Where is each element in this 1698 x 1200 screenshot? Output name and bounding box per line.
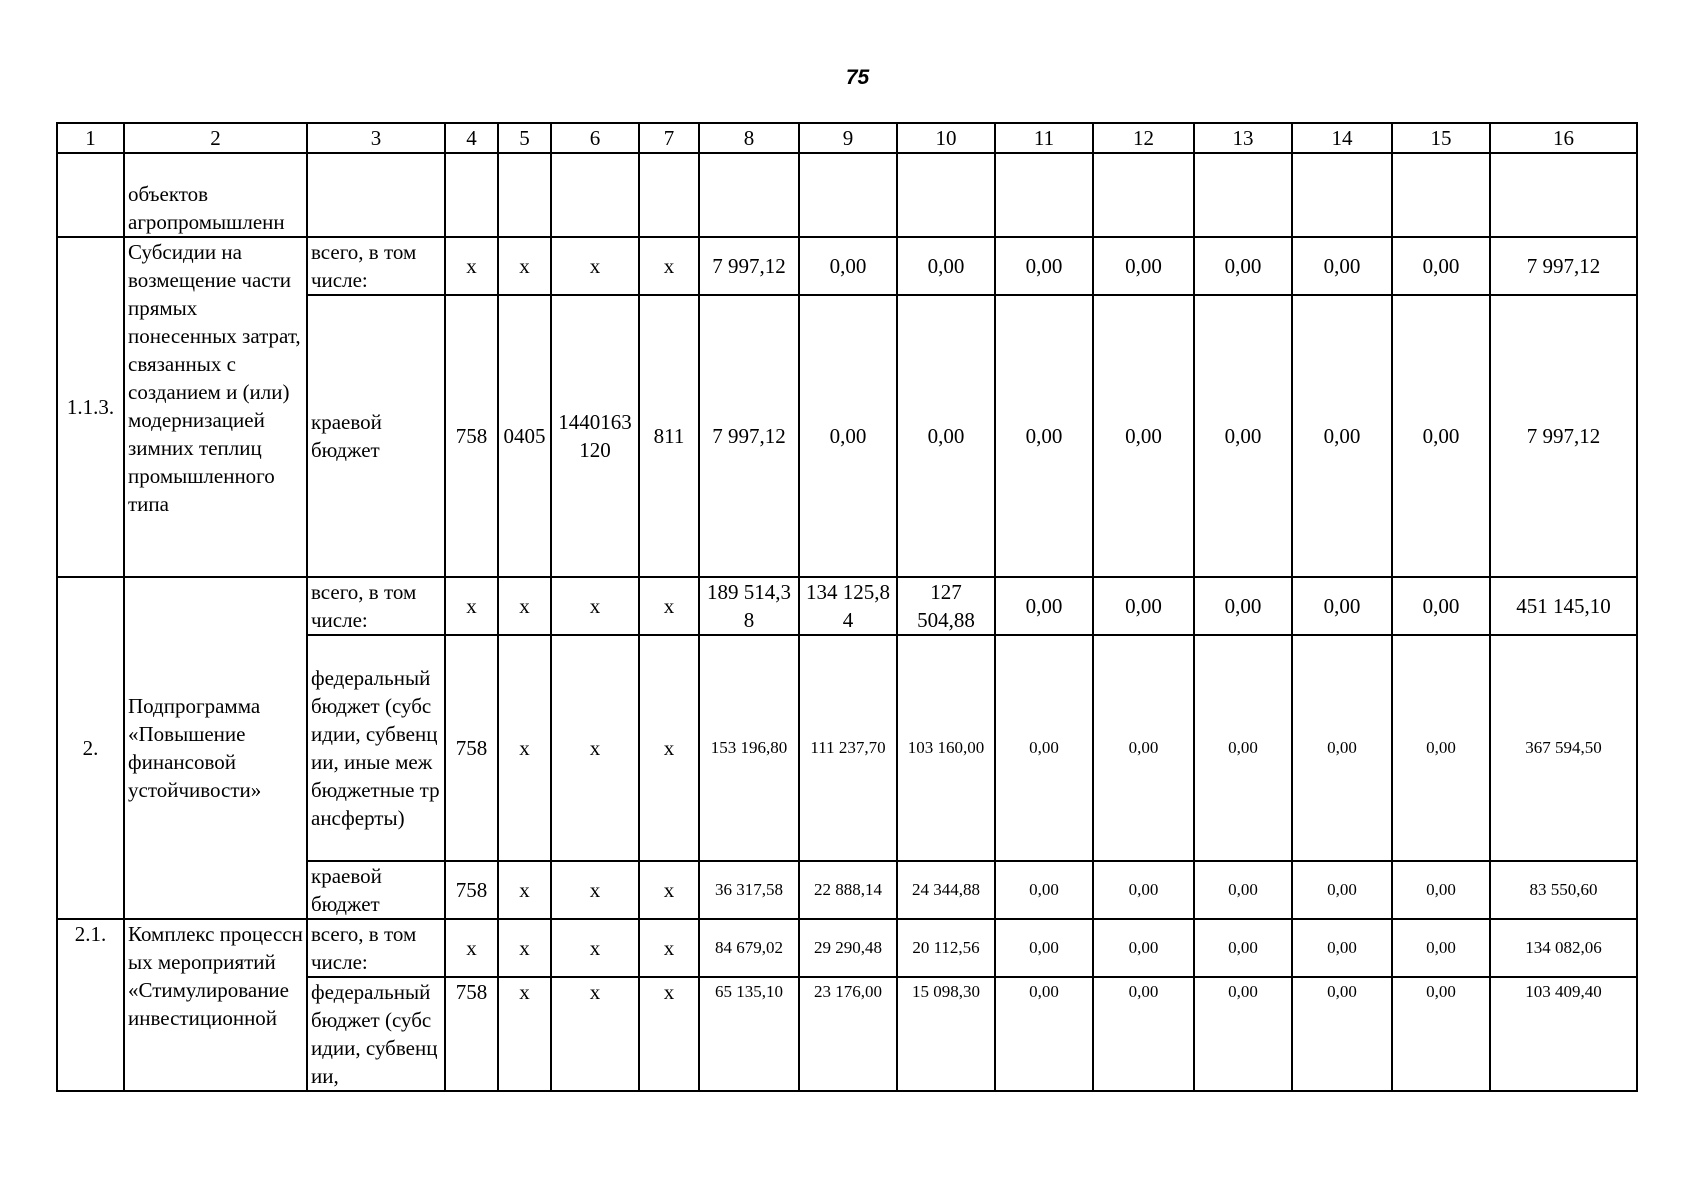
value-cell: 0,00 [1292,861,1392,919]
table-row [57,153,1637,237]
cell-c6: х [551,237,639,295]
value-cell: 0,00 [1194,577,1292,635]
value-cell: 0,00 [995,577,1093,635]
cell-c6: 1440163120 [551,295,639,577]
value-cell: 0,00 [1093,919,1194,977]
column-header: 4 [445,123,498,153]
value-cell: 0,00 [1392,635,1490,861]
cell [995,153,1093,237]
column-header: 7 [639,123,699,153]
value-cell: 0,00 [1292,919,1392,977]
value-cell: 0,00 [1292,295,1392,577]
cell-c5: х [498,919,551,977]
cell-c4: х [445,577,498,635]
cell [897,153,995,237]
value-cell: 24 344,88 [897,861,995,919]
funding-source: всего, в том числе: [307,577,445,635]
value-cell: 134 125,84 [799,577,897,635]
cell-c7: х [639,635,699,861]
value-cell: 153 196,80 [699,635,799,861]
cell-c5: х [498,861,551,919]
value-cell: 22 888,14 [799,861,897,919]
value-cell: 0,00 [1392,977,1490,1091]
column-header: 2 [124,123,307,153]
cell [498,153,551,237]
value-cell: 103 160,00 [897,635,995,861]
cell [1292,153,1392,237]
cell-c6: х [551,577,639,635]
value-cell: 0,00 [1194,237,1292,295]
value-cell: 0,00 [1392,861,1490,919]
row-name: Субсидии на возмещение части прямых понесенных затрат, связанных с созданием и (или) модернизацией зимних теплиц промышленного типа [124,237,307,577]
column-header: 11 [995,123,1093,153]
cell [1093,153,1194,237]
cell-c6: х [551,977,639,1091]
cell-c4: 758 [445,977,498,1091]
cell-c7: х [639,977,699,1091]
cell-c4: х [445,919,498,977]
cell-c5: х [498,237,551,295]
row-name-text: объектов агропромышленн [128,182,285,234]
cell [699,153,799,237]
column-header: 8 [699,123,799,153]
value-cell: 0,00 [995,977,1093,1091]
row-name [124,919,307,1091]
column-header: 13 [1194,123,1292,153]
cell [1490,153,1637,237]
value-cell: 83 550,60 [1490,861,1637,919]
table-row [57,237,1637,295]
cell-c6: х [551,919,639,977]
cell-c5: х [498,977,551,1091]
column-header: 10 [897,123,995,153]
table-header-row [57,123,1637,153]
cell [1194,153,1292,237]
row-number: 1.1.3. [57,237,124,577]
funding-source: краевой бюджет [307,861,445,919]
value-cell: 0,00 [897,237,995,295]
value-cell: 84 679,02 [699,919,799,977]
value-cell: 0,00 [1093,635,1194,861]
column-header: 5 [498,123,551,153]
funding-source: краевой бюджет [307,295,445,577]
page-number: 75 [845,66,870,89]
value-cell: 0,00 [1292,977,1392,1091]
cell-c4: 758 [445,295,498,577]
value-cell: 7 997,12 [699,295,799,577]
value-cell: 7 997,12 [1490,295,1637,577]
value-cell: 0,00 [995,861,1093,919]
row-name: Подпрограмма «Повышение финансовой устойчивости» [124,577,307,919]
cell-c6: х [551,861,639,919]
value-cell: 0,00 [995,919,1093,977]
budget-table [56,122,1638,1092]
value-cell: 367 594,50 [1490,635,1637,861]
row-name [124,153,307,237]
funding-source: федеральный бюджет (субсидии, субвенции, иные межбюджетные трансферты) [307,635,445,861]
value-cell: 0,00 [1093,577,1194,635]
value-cell: 7 997,12 [1490,237,1637,295]
value-cell: 0,00 [799,237,897,295]
value-cell: 0,00 [995,635,1093,861]
value-cell: 0,00 [1194,861,1292,919]
cell-c7: х [639,919,699,977]
column-header: 9 [799,123,897,153]
cell-c5: 0405 [498,295,551,577]
value-cell: 0,00 [1194,977,1292,1091]
cell [799,153,897,237]
value-cell: 0,00 [1093,861,1194,919]
value-cell: 7 997,12 [699,237,799,295]
funding-source: всего, в том числе: [307,919,445,977]
value-cell: 451 145,10 [1490,577,1637,635]
cell-c4: х [445,237,498,295]
value-cell: 111 237,70 [799,635,897,861]
value-cell: 0,00 [897,295,995,577]
row-number: 2. [57,577,124,919]
cell [445,153,498,237]
funding-source: федеральный бюджет (субсидии, субвенции, [307,977,445,1091]
value-cell: 15 098,30 [897,977,995,1091]
value-cell: 0,00 [1194,919,1292,977]
value-cell: 36 317,58 [699,861,799,919]
row-number: 2.1. [57,919,124,1091]
column-header: 14 [1292,123,1392,153]
value-cell: 0,00 [1093,977,1194,1091]
cell-c7: 811 [639,295,699,577]
cell [551,153,639,237]
column-header: 1 [57,123,124,153]
value-cell: 0,00 [1392,237,1490,295]
cell [1392,153,1490,237]
value-cell: 134 082,06 [1490,919,1637,977]
value-cell: 189 514,38 [699,577,799,635]
value-cell: 0,00 [995,295,1093,577]
table-row [57,919,1637,977]
value-cell: 29 290,48 [799,919,897,977]
cell-c6: х [551,635,639,861]
column-header: 3 [307,123,445,153]
column-header: 12 [1093,123,1194,153]
value-cell: 103 409,40 [1490,977,1637,1091]
row-name-text: Комплекс процессных мероприятий «Стимулирование инвестиционной [128,922,303,1030]
value-cell: 0,00 [1392,919,1490,977]
value-cell: 65 135,10 [699,977,799,1091]
value-cell: 0,00 [1392,577,1490,635]
value-cell: 127 504,88 [897,577,995,635]
cell-c4: 758 [445,861,498,919]
cell-c7: х [639,577,699,635]
column-header: 15 [1392,123,1490,153]
value-cell: 0,00 [1392,295,1490,577]
row-number [57,153,124,237]
source-cell [307,153,445,237]
cell-c4: 758 [445,635,498,861]
value-cell: 20 112,56 [897,919,995,977]
value-cell: 0,00 [1292,635,1392,861]
cell-c7: х [639,237,699,295]
column-header: 16 [1490,123,1637,153]
cell-c5: х [498,577,551,635]
column-header: 6 [551,123,639,153]
value-cell: 0,00 [1292,237,1392,295]
value-cell: 0,00 [1093,295,1194,577]
value-cell: 0,00 [1194,295,1292,577]
value-cell: 0,00 [1093,237,1194,295]
value-cell: 0,00 [1194,635,1292,861]
table-row [57,577,1637,635]
funding-source: всего, в том числе: [307,237,445,295]
value-cell: 0,00 [799,295,897,577]
cell-c5: х [498,635,551,861]
cell-c7: х [639,861,699,919]
cell [639,153,699,237]
value-cell: 23 176,00 [799,977,897,1091]
value-cell: 0,00 [995,237,1093,295]
value-cell: 0,00 [1292,577,1392,635]
